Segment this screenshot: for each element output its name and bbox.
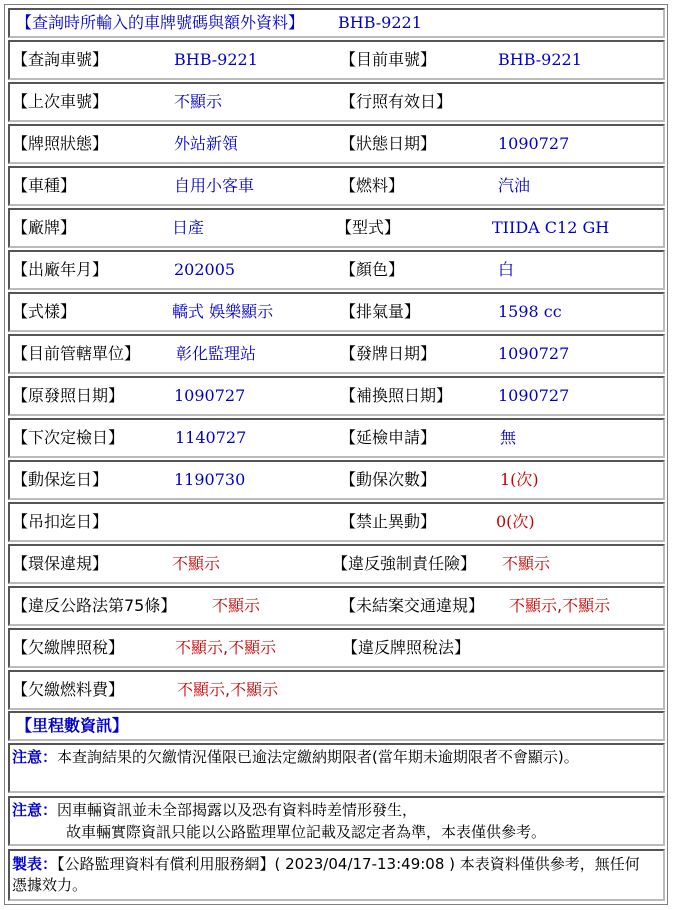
field-label: 【車種】 <box>12 176 77 195</box>
field-value: 日產 <box>172 218 205 237</box>
data-row <box>8 628 665 668</box>
data-row <box>8 586 665 626</box>
field-value: 轎式 娛樂顯示 <box>172 302 274 321</box>
field-label: 【禁止異動】 <box>340 512 437 531</box>
field-value: 1090727 <box>498 344 570 363</box>
field-value: 1090727 <box>498 386 570 405</box>
field-value: 汽油 <box>498 176 531 195</box>
field-label: 【欠繳燃料費】 <box>12 680 125 699</box>
field-value: 不顯示 <box>502 554 551 573</box>
field-label: 【式樣】 <box>12 302 77 321</box>
field-label: 【行照有效日】 <box>340 92 453 111</box>
field-label: 【狀態日期】 <box>340 134 437 153</box>
field-label: 【違反公路法第75條】 <box>12 596 177 615</box>
data-row <box>8 82 665 122</box>
field-label: 【欠繳牌照稅】 <box>12 638 125 657</box>
field-value: 不顯示 <box>174 92 223 111</box>
data-row <box>8 460 665 500</box>
data-row <box>8 670 665 710</box>
field-label: 【環保違規】 <box>12 554 109 573</box>
note-2 <box>8 796 665 846</box>
data-row <box>8 40 665 80</box>
field-value: 1(次) <box>500 470 539 489</box>
note-2-label: 注意： <box>12 801 58 819</box>
footer-content <box>12 854 652 896</box>
report-footer <box>8 849 665 901</box>
field-label: 【動保迄日】 <box>12 470 109 489</box>
data-row <box>8 250 665 290</box>
field-label: 【出廠年月】 <box>12 260 109 279</box>
data-row <box>8 502 665 542</box>
data-row <box>8 166 665 206</box>
field-value: 1090727 <box>498 134 570 153</box>
field-label: 【目前車號】 <box>340 50 437 69</box>
field-value: 202005 <box>174 260 236 279</box>
header-title-label: 【查詢時所輸入的車牌號碼與額外資料】 <box>16 13 305 32</box>
field-value: 彰化監理站 <box>176 344 257 363</box>
field-value: 外站新領 <box>174 134 239 153</box>
field-label: 【廠牌】 <box>12 218 77 237</box>
field-label: 【延檢申請】 <box>340 428 437 447</box>
field-value: 不顯示 <box>212 596 261 615</box>
field-value: 不顯示,不顯示 <box>175 638 277 657</box>
field-label: 【型式】 <box>336 218 401 237</box>
report-header <box>8 8 665 38</box>
field-label: 【燃料】 <box>340 176 405 195</box>
field-label: 【排氣量】 <box>340 302 421 321</box>
field-label: 【發牌日期】 <box>340 344 437 363</box>
data-row <box>8 376 665 416</box>
field-value: 無 <box>500 428 517 447</box>
field-value: 1598 cc <box>498 302 562 321</box>
field-label: 【違反牌照稅法】 <box>342 638 471 657</box>
field-value: BHB-9221 <box>498 50 582 69</box>
note-1-label: 注意： <box>12 748 58 766</box>
note-2-content <box>12 800 417 821</box>
note-2-line-2: 故車輛實際資訊只能以公路監理單位記載及認定者為準，本表僅供參考。 <box>66 823 547 841</box>
field-value: BHB-9221 <box>174 50 258 69</box>
mileage-section <box>8 711 665 741</box>
data-row <box>8 334 665 374</box>
field-label: 【顏色】 <box>340 260 405 279</box>
note-1-text: 本查詢結果的欠繳情況僅限已逾法定繳納期限者(當年期未逾期限者不會顯示)。 <box>57 748 579 766</box>
data-row <box>8 544 665 584</box>
header-title-plate: BHB-9221 <box>338 13 422 32</box>
footer-label: 製表： <box>12 855 58 873</box>
note-1-content <box>12 747 652 768</box>
data-row <box>8 292 665 332</box>
field-value: 0(次) <box>496 512 535 531</box>
field-label: 【違反強制責任險】 <box>332 554 477 573</box>
field-value: 1090727 <box>174 386 246 405</box>
note-2-line-1: 因車輛資訊並未全部揭露以及恐有資料時差情形發生， <box>57 801 418 819</box>
field-value: 白 <box>498 260 515 279</box>
field-label: 【目前管轄單位】 <box>12 344 141 363</box>
field-label: 【補換照日期】 <box>340 386 453 405</box>
note-1 <box>8 743 665 793</box>
data-row <box>8 124 665 164</box>
field-value: 自用小客車 <box>174 176 255 195</box>
field-value: 1140727 <box>175 428 247 447</box>
footer-text: 【公路監理資料有償利用服務網】( 2023/04/17-13:49:08 ) 本表資料僅供參考，無任何憑據效力。 <box>12 855 640 894</box>
field-value: 不顯示,不顯示 <box>177 680 279 699</box>
mileage-label: 【里程數資訊】 <box>16 716 129 735</box>
field-value: 1190730 <box>174 470 246 489</box>
field-value: TIIDA C12 GH <box>492 218 610 237</box>
field-label: 【未結案交通違規】 <box>340 596 485 615</box>
field-label: 【下次定檢日】 <box>12 428 125 447</box>
field-label: 【查詢車號】 <box>12 50 109 69</box>
data-row <box>8 208 665 248</box>
field-label: 【吊扣迄日】 <box>12 512 109 531</box>
field-value: 不顯示,不顯示 <box>509 596 611 615</box>
field-label: 【原發照日期】 <box>12 386 125 405</box>
field-value: 不顯示 <box>172 554 221 573</box>
field-label: 【上次車號】 <box>12 92 109 111</box>
field-label: 【牌照狀態】 <box>12 134 109 153</box>
field-label: 【動保次數】 <box>340 470 437 489</box>
data-row <box>8 418 665 458</box>
